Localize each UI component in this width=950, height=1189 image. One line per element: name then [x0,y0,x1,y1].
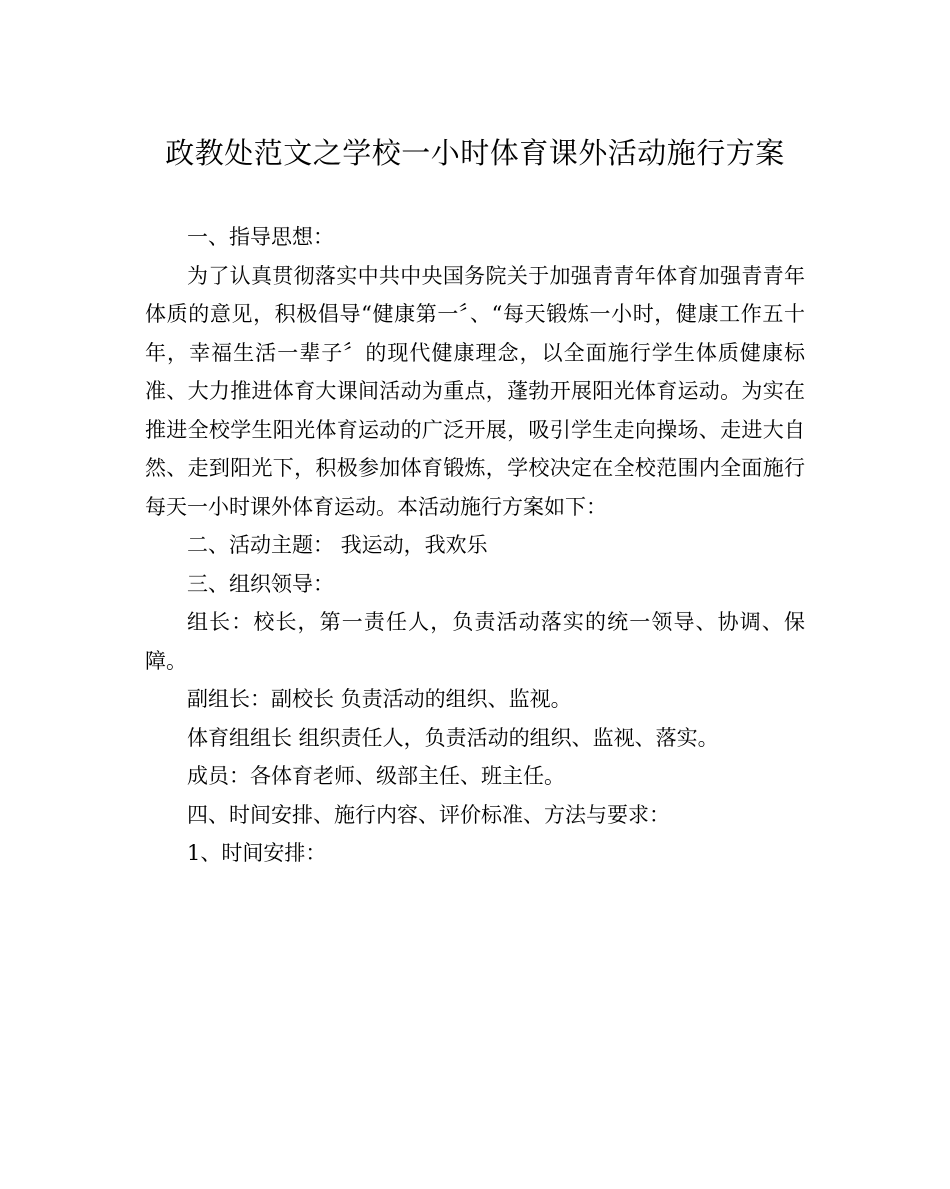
paragraph-deputy-leader: 副组长：副校长 负责活动的组织、监视。 [187,687,572,711]
section-heading-activity-theme: 二、活动主题： 我运动，我欢乐 [187,533,488,557]
document-title: 政教处范文之学校一小时体育课外活动施行方案 [165,136,785,170]
section-heading-organization: 三、组织领导： [187,571,334,596]
paragraph-team-leader: 组长：校长，第一责任人，负责活动落实的统一领导、协调、保障。 [145,610,805,673]
document-body [145,218,805,873]
paragraph-guiding-ideology: 为了认真贯彻落实中共中央国务院关于加强青青年体育加强青青年体质的意见，积极倡导“健康第一〞、“每天锻炼一小时，健康工作五十年，幸福生活一辈子〞的现代健康理念，以全面施行学生体质健康标准、大力推进体育大课间活动为重点，蓬勃开展阳光体育运动。为实在推进全校学生阳光体育运动的广泛开展，吸引学生走向操场、走进大自然、走到阳光下，积极参加体育锻炼，学校决定在全校范围内全面施行每天一小时课外体育运动。本活动施行方案如下： [145,263,805,519]
paragraph-members: 成员：各体育老师、级部主任、班主任。 [187,764,565,788]
paragraph-pe-group-leader: 体育组组长 组织责任人，负责活动的组织、监视、落实。 [187,725,719,750]
section-heading-schedule-content: 四、时间安排、施行内容、评价标准、方法与要求： [187,802,670,827]
section-heading-guiding-ideology: 一、指导思想： [187,225,334,249]
subsection-heading-time-arrangement: 1、时间安排： [187,841,327,865]
